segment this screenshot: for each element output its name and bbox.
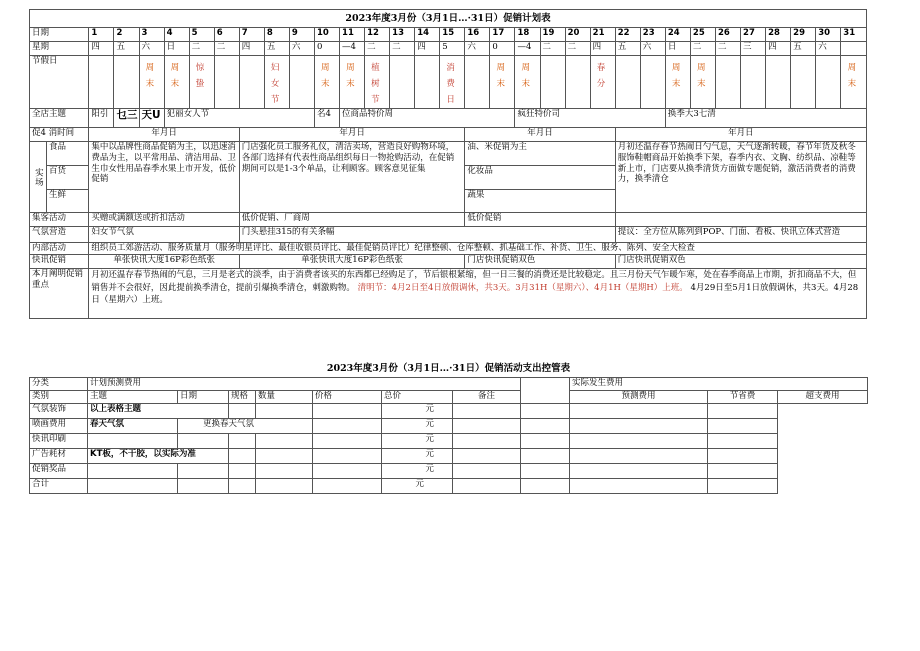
- weekday-cell: 五: [615, 42, 640, 56]
- date-cell: 10: [314, 28, 339, 42]
- expense-qty: [256, 433, 313, 448]
- weekday-cell: 四: [766, 42, 791, 56]
- budget-header: 计划预测费用: [88, 377, 521, 390]
- date-cell: 11: [340, 28, 365, 42]
- date-label: 日期: [30, 28, 89, 42]
- holiday-cell: [791, 56, 816, 109]
- expense-theme: [88, 463, 178, 478]
- expense-total: 元: [382, 433, 453, 448]
- holiday-name: 消费日: [446, 63, 455, 106]
- flyer-value: 门店快讯促销双色: [615, 255, 866, 269]
- date-cell: 13: [390, 28, 415, 42]
- category-text: 油、米促销为主: [465, 142, 614, 166]
- expense-note: [453, 418, 521, 433]
- holiday-cell: [189, 56, 214, 109]
- internal-value: 组织员工郊游活动、服务质量月（服务明星评比、最佳收银员评比、最佳促销员评比）纪律整顿、仓库整顿、抓基础工作、补货、卫生、服务、陈列、安全大检查: [89, 243, 867, 255]
- date-cell: 14: [415, 28, 440, 42]
- weekday-cell: —4: [340, 42, 365, 56]
- flyer-label: 快讯促销: [30, 255, 89, 269]
- expense-saved: [570, 433, 708, 448]
- holiday-cell: [114, 56, 139, 109]
- weekday-cell: 六: [139, 42, 164, 56]
- expense-detail: 更换春天气氛: [178, 418, 313, 433]
- category-text: 化妆品: [465, 166, 614, 190]
- expense-over: [708, 478, 778, 493]
- category-text: 集中以品牌性商品促销为主，以迅速消费品为主，以平常用品、清洁用品、卫生巾女性用品春季水果上市开发，低价促销: [89, 142, 239, 213]
- weekday-cell: 六: [289, 42, 314, 56]
- expense-qty: [256, 478, 313, 493]
- holiday-cell: [214, 56, 239, 109]
- weekday-cell: 六: [816, 42, 841, 56]
- promotion-plan-table: [29, 9, 867, 319]
- expense-over: [708, 463, 778, 478]
- holiday-name: 周末: [170, 63, 180, 90]
- holiday-cell: [665, 56, 690, 109]
- date-cell: 25: [690, 28, 715, 42]
- expense-total: 元: [382, 418, 453, 433]
- focus-row: [30, 269, 867, 319]
- date-cell: 5: [189, 28, 214, 42]
- expense-type: 合计: [30, 478, 88, 493]
- focus-text-mayday: 4月29日至5月1日放假调休，共3天。4月28日（星期六）上班。: [91, 282, 859, 306]
- traffic-value: 低价促销: [465, 213, 615, 227]
- weekday-cell: 二: [189, 42, 214, 56]
- date-cell: 21: [590, 28, 615, 42]
- expense-predicted: [521, 433, 570, 448]
- expense-over: [708, 448, 778, 463]
- theme-item: 名4: [314, 109, 339, 128]
- date-cell: 9: [289, 28, 314, 42]
- weekday-cell: 四: [415, 42, 440, 56]
- period-value: 年月日: [89, 128, 239, 142]
- holiday-name: 周末: [847, 63, 857, 90]
- weekday-cell: [841, 42, 867, 56]
- holiday-name: 妇女节: [270, 63, 280, 106]
- date-cell: 30: [816, 28, 841, 42]
- expense-total: 元: [382, 448, 453, 463]
- date-cell: 16: [465, 28, 490, 42]
- date-row: [30, 28, 867, 42]
- expense-title: 2023年度3月份（3月1日…·31日）促销活动支出控管表: [326, 363, 571, 375]
- holiday-cell: [715, 56, 740, 109]
- weekday-cell: 日: [164, 42, 189, 56]
- date-cell: 7: [239, 28, 264, 42]
- date-cell: 15: [440, 28, 465, 42]
- expense-type: 气氛装饰: [30, 403, 88, 418]
- expense-control-table: [29, 362, 868, 494]
- date-cell: 27: [741, 28, 766, 42]
- category-text: 蔬果: [467, 189, 485, 200]
- date-cell: 2: [114, 28, 139, 42]
- period-value: 年月日: [239, 128, 465, 142]
- actual-header: 实际发生费用: [570, 377, 868, 390]
- atmosphere-value: 提议：全方位从陈列到POP、门面、看板、快讯立体式营造: [615, 227, 866, 243]
- expense-saved: [570, 448, 708, 463]
- theme-item: 阳引: [89, 109, 114, 128]
- date-cell: 17: [490, 28, 515, 42]
- atmosphere-row: [30, 227, 867, 243]
- holiday-cell: [465, 56, 490, 109]
- holiday-cell: [615, 56, 640, 109]
- expense-row: [30, 418, 868, 433]
- date-cell: 24: [665, 28, 690, 42]
- expense-row: [30, 463, 868, 478]
- category-cell: [30, 142, 89, 213]
- expense-total: 元: [382, 403, 453, 418]
- expense-total: 元: [382, 478, 453, 493]
- weekday-cell: 五: [114, 42, 139, 56]
- expense-total: 元: [382, 463, 453, 478]
- spacer-column: [521, 377, 570, 403]
- expense-theme: KT板，不干胶，以实际为准: [88, 448, 229, 463]
- expense-over: [708, 433, 778, 448]
- period-value: 年月日: [615, 128, 866, 142]
- expense-over: [708, 418, 778, 433]
- expense-row: [30, 478, 868, 493]
- holiday-cell: [314, 56, 339, 109]
- expense-type: 促销奖品: [30, 463, 88, 478]
- holiday-cell: [365, 56, 390, 109]
- expense-type: 广告耗材: [30, 448, 88, 463]
- holiday-cell: [390, 56, 415, 109]
- date-cell: 3: [139, 28, 164, 42]
- holiday-name: 春分: [596, 63, 606, 90]
- expense-theme: [88, 433, 178, 448]
- traffic-value: 买赠或满额送或折扣活动: [89, 213, 239, 227]
- holiday-cell: [289, 56, 314, 109]
- holiday-cell: [841, 56, 867, 109]
- holiday-name: 周末: [346, 63, 355, 90]
- weekday-cell: 二: [365, 42, 390, 56]
- atmosphere-label: 气氛营造: [30, 227, 89, 243]
- period-value: 年月日: [465, 128, 615, 142]
- period-row: [30, 128, 867, 142]
- date-cell: 26: [715, 28, 740, 42]
- theme-item: 犯丽女人节: [164, 109, 314, 128]
- expense-spec: [229, 403, 256, 418]
- expense-price: [313, 448, 382, 463]
- expense-note: [453, 463, 521, 478]
- holiday-name: 周末: [496, 63, 505, 90]
- date-cell: 22: [615, 28, 640, 42]
- date-cell: 31: [841, 28, 867, 42]
- weekday-label: 星期: [30, 42, 89, 56]
- holiday-cell: [590, 56, 615, 109]
- theme-header: 主题: [88, 390, 178, 403]
- expense-type: 喷画费用: [30, 418, 88, 433]
- holiday-cell: [540, 56, 565, 109]
- holiday-cell: [440, 56, 465, 109]
- expense-row: [30, 448, 868, 463]
- period-label: 促4 消时间: [30, 128, 89, 142]
- expense-saved: [570, 478, 708, 493]
- total-header: 总价: [382, 390, 453, 403]
- weekday-cell: 二: [540, 42, 565, 56]
- date-cell: 20: [565, 28, 590, 42]
- expense-predicted: [521, 478, 570, 493]
- type-header: 类别: [30, 390, 88, 403]
- date-cell: 6: [214, 28, 239, 42]
- spec-header: 规格: [229, 390, 256, 403]
- flyer-value: 单张快讯大度16P彩色纸张: [239, 255, 465, 269]
- date-cell: 23: [640, 28, 665, 42]
- holiday-cell: [690, 56, 715, 109]
- expense-price: [313, 403, 382, 418]
- weekday-cell: 四: [89, 42, 114, 56]
- weekday-cell: 二: [715, 42, 740, 56]
- holiday-cell: [340, 56, 365, 109]
- expense-row: [30, 403, 868, 418]
- holiday-cell: [565, 56, 590, 109]
- focus-text-holiday: 清明节：4月2日至4日放假调休，共3天。3月31H（星期六）、4月1H（星期H）上班。: [357, 282, 688, 293]
- weekday-cell: 五: [264, 42, 289, 56]
- expense-spec: [229, 448, 256, 463]
- expense-qty: [256, 403, 313, 418]
- expense-date: [178, 433, 229, 448]
- weekday-cell: 二: [565, 42, 590, 56]
- category-food: 食品: [47, 142, 88, 166]
- theme-item: 乜三: [114, 109, 139, 128]
- expense-note: [453, 448, 521, 463]
- atmosphere-value: 妇女节气氛: [89, 227, 239, 243]
- holiday-label: 节假日: [30, 56, 89, 109]
- theme-item: 疯狂特价司: [515, 109, 665, 128]
- price-header: 价格: [313, 390, 382, 403]
- date-cell: 1: [89, 28, 114, 42]
- focus-label: 本月阐明促销重点: [30, 269, 89, 319]
- expense-spec: [229, 478, 256, 493]
- focus-text-main: 月初还温存春节热闹的气息，三月是老式的淡季，由于消费者该买的东西都已经购足了，节后银根紧缩，但一日三餐的消费还是比较稳定。且三月份天气乍暖乍寒，处在春季商品上市期，折扣商品不大，但销售并不会很好，因此提前换季清仓，提前引爆换季清仓，刺激购物。: [91, 270, 857, 293]
- holiday-cell: [741, 56, 766, 109]
- qty-header: 数量: [256, 390, 313, 403]
- date-cell: 4: [164, 28, 189, 42]
- holiday-name: 周末: [321, 63, 330, 90]
- holiday-cell: [239, 56, 264, 109]
- traffic-value: 低价促销、厂商周: [239, 213, 465, 227]
- expense-note: [453, 403, 521, 418]
- holiday-name: 周末: [671, 63, 681, 90]
- holiday-cell: [490, 56, 515, 109]
- expense-theme: [88, 478, 178, 493]
- flyer-row: [30, 255, 867, 269]
- expense-price: [313, 433, 382, 448]
- holiday-row: [30, 56, 867, 109]
- weekday-cell: 四: [590, 42, 615, 56]
- weekday-cell: 五: [791, 42, 816, 56]
- focus-text: [89, 269, 867, 319]
- expense-predicted: [521, 463, 570, 478]
- expense-price: [313, 418, 382, 433]
- expense-saved: [570, 463, 708, 478]
- plan-title: 2023年度3月份（3月1日…·31日）促销计划表: [30, 10, 867, 28]
- traffic-value: [615, 213, 866, 227]
- theme-item: 天U: [139, 109, 164, 128]
- weekday-cell: 六: [640, 42, 665, 56]
- category-row: [30, 142, 867, 213]
- holiday-name: 植树节: [371, 63, 380, 106]
- expense-spec: [229, 433, 256, 448]
- holiday-cell: [139, 56, 164, 109]
- date-cell: 12: [365, 28, 390, 42]
- weekday-cell: 0: [314, 42, 339, 56]
- traffic-row: [30, 213, 867, 227]
- holiday-name: 周末: [696, 63, 706, 90]
- expense-note: [453, 433, 521, 448]
- holiday-cell: [164, 56, 189, 109]
- category-fresh: 生鲜: [49, 189, 67, 200]
- internal-label: 内部活动: [30, 243, 89, 255]
- date-cell: 19: [540, 28, 565, 42]
- expense-price: [313, 463, 382, 478]
- category-label: 实场: [33, 167, 44, 187]
- weekday-cell: 四: [239, 42, 264, 56]
- flyer-value: 单张快讯大度16P彩色纸张: [89, 255, 239, 269]
- holiday-cell: [89, 56, 114, 109]
- weekday-cell: 二: [690, 42, 715, 56]
- theme-item: 位商品特价周: [340, 109, 515, 128]
- holiday-cell: [264, 56, 289, 109]
- traffic-label: 集客活动: [30, 213, 89, 227]
- holiday-cell: [640, 56, 665, 109]
- over-header: 超支费用: [778, 390, 868, 403]
- expense-qty: [256, 463, 313, 478]
- expense-saved: [570, 418, 708, 433]
- holiday-name: 周末: [521, 63, 531, 90]
- weekday-row: [30, 42, 867, 56]
- holiday-cell: [766, 56, 791, 109]
- theme-row: [30, 109, 867, 128]
- expense-type: 快讯印刷: [30, 433, 88, 448]
- weekday-cell: 六: [465, 42, 490, 56]
- date-cell: 28: [766, 28, 791, 42]
- expense-date: [178, 463, 229, 478]
- category-text: 月初还温存春节热闹日勺气息，天气逐渐转暖，春节年货及秋冬服饰鞋帽商品开始换季下架，春季内衣、文胸、纺织品、凉鞋等新上市，门店要从换季清货方面做专题促销，激活消费者的消费力，换季清仓: [615, 142, 866, 213]
- atmosphere-value: 门头悬挂315的有关条幅: [239, 227, 615, 243]
- expense-price: [313, 478, 382, 493]
- date-cell: 29: [791, 28, 816, 42]
- expense-saved: [570, 403, 708, 418]
- weekday-cell: 5: [440, 42, 465, 56]
- expense-theme: 以上表格主题: [88, 403, 229, 418]
- weekday-cell: —4: [515, 42, 540, 56]
- expense-row: [30, 433, 868, 448]
- internal-row: [30, 243, 867, 255]
- expense-note: [453, 478, 521, 493]
- expense-date: [178, 478, 229, 493]
- weekday-cell: 三: [741, 42, 766, 56]
- category-text: 门店强化员工服务礼仪，清洁卖场，营造良好购物环境，各部门选择有代表性商品组织每日一物抢购活动，在促销期间可以是1-3个单品，让利顾客。顾客意见征集: [239, 142, 465, 213]
- flyer-value: 门店快讯促销双色: [465, 255, 615, 269]
- weekday-cell: 二: [390, 42, 415, 56]
- expense-predicted: [521, 403, 570, 418]
- date-cell: 18: [515, 28, 540, 42]
- date-cell: 8: [264, 28, 289, 42]
- weekday-cell: 二: [214, 42, 239, 56]
- holiday-name: 周末: [145, 63, 155, 90]
- saved-header: 节省费: [708, 390, 778, 403]
- expense-over: [708, 403, 778, 418]
- holiday-cell: [816, 56, 841, 109]
- expense-predicted: [521, 448, 570, 463]
- expense-spec: [229, 463, 256, 478]
- weekday-cell: 0: [490, 42, 515, 56]
- expense-qty: [256, 448, 313, 463]
- expense-theme: 春天气氛: [88, 418, 178, 433]
- theme-item: 换季大3七清: [665, 109, 866, 128]
- category-general: 百货: [47, 166, 88, 190]
- date-header: 日期: [178, 390, 229, 403]
- class-header: 分类: [30, 377, 88, 390]
- predicted-header: 预测费用: [570, 390, 708, 403]
- holiday-cell: [415, 56, 440, 109]
- weekday-cell: 日: [665, 42, 690, 56]
- theme-label: 全店主题: [30, 109, 89, 128]
- holiday-cell: [515, 56, 540, 109]
- expense-predicted: [521, 418, 570, 433]
- holiday-name: 惊蛰: [195, 63, 205, 90]
- category-subcells: [465, 142, 615, 213]
- note-header: 备注: [453, 390, 521, 403]
